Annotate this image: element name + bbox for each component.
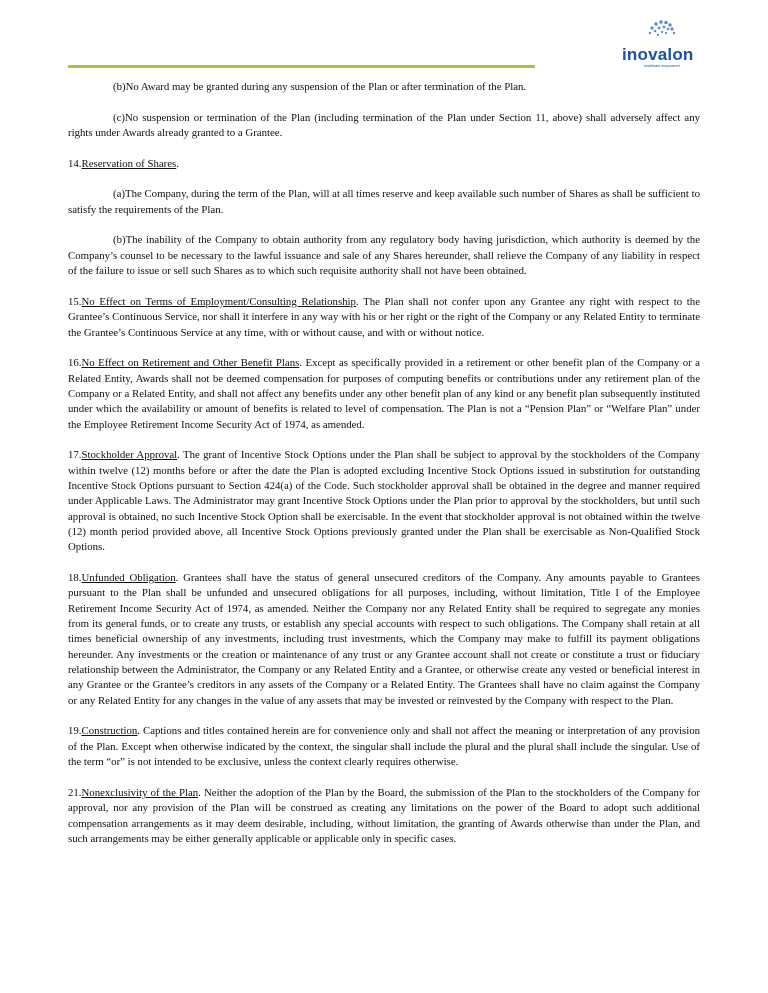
section-heading: No Effect on Retirement and Other Benefit Plans <box>81 357 300 370</box>
logo-wordmark: inovalon <box>622 45 694 64</box>
section-17: 17.Stockholder Approval. The grant of Incentive Stock Options under the Plan shall be subject to approval by the stockholders of the Company within twelve (12) months before or after the date the Plan is adopted excluding Incentive Stock Options issued in substitution for outstanding Incentive Stock Options pursuant to Section 424(a) of the Code. Such stockholder approval shall be obtained in the degree and manner required under Applicable Laws. The Administrator may grant Incentive Stock Options under the Plan prior to approval by the stockholders, but until such approval is obtained, no such Incentive Stock Option shall be exercisable. In the event that stockholder approval is not obtained within the twelve (12) month period provided above, all Incentive Stock Options previously granted under the Plan shall be exercisable as Non-Qualified Stock Options. <box>68 449 700 554</box>
section-number: 16. <box>68 357 82 370</box>
paragraph-13c: (c)No suspension or termination of the Plan (including termination of the Plan under Section 11, above) shall adversely affect any rights under Awards already granted to a Grantee. <box>68 111 700 140</box>
section-heading: No Effect on Terms of Employment/Consulting Relationship <box>81 295 356 308</box>
section-15: 15.No Effect on Terms of Employment/Consulting Relationship. The Plan shall not confer upon any Grantee any right with respect to the Grantee’s Continuous Service, nor shall it interfere in any way with his or her right or the right of the Company or any Related Entity to terminate the Grantee’s Continuous Service at any time, with or without cause, and with or without notice. <box>68 295 700 339</box>
section-18: 18.Unfunded Obligation. Grantees shall have the status of general unsecured creditors of the Company. Any amounts payable to Grantees pursuant to the Plan shall be unfunded and unsecured obligations for all purposes, including, without limitation, Title I of the Employee Retirement Income Security Act of 1974, as amended. Neither the Company nor any Related Entity shall be required to segregate any monies from its general funds, or to create any trusts, or establish any special accounts with respect to such obligations. The Company shall retain at all times beneficial ownership of any investments, including trust investments, which the Company may make to fulfill its payment obligations hereunder. Any investments or the creation or maintenance of any trust or any Grantee account shall not create or constitute a trust or fiduciary relationship between the Administrator, the Company or any Related Entity and a Grantee, or otherwise create any vested or beneficial interest in any Grantee or the Grantee’s creditors in any assets of the Company or a Related Entity. The Grantees shall have no claim against the Company or any Related Entity for any changes in the value of any assets that may be invested or reinvested by the Company with respect to the Plan. <box>68 572 700 707</box>
section-number: 18. <box>68 572 82 584</box>
section-19: 19.Construction. Captions and titles contained herein are for convenience only and shall not affect the meaning or interpretation of any provision of the Plan. Except when otherwise indicated by the context, the singular shall include the plural and the plural shall include the singular. Use of the term “or” is not intended to be exclusive, unless the context clearly requires otherwise. <box>68 725 700 769</box>
logo-swirl-icon <box>614 16 704 48</box>
section-heading: Construction <box>81 725 138 738</box>
section-number: 17. <box>68 449 82 462</box>
section-heading: Reservation of Shares <box>81 157 177 170</box>
section-14: 14.Reservation of Shares. <box>68 157 179 170</box>
header-rule <box>68 65 535 68</box>
section-number: 15. <box>68 295 82 308</box>
section-number: 19. <box>68 725 82 738</box>
section-heading: Nonexclusivity of the Plan <box>81 786 199 799</box>
section-heading: Unfunded Obligation <box>81 572 176 584</box>
section-number: 21. <box>68 786 82 799</box>
section-16: 16.No Effect on Retirement and Other Benefit Plans. Except as specifically provided in a retirement or other benefit plan of the Company or a Related Entity, Awards shall not be deemed compensation for purposes of computing benefits or contributions under any retirement plan of the Company or a Related Entity, and shall not affect any benefits under any other benefit plan of any kind or any benefit plan subsequently instituted under which the availability or amount of benefits is related to level of compensation. The Plan is not a “Pension Plan” or “Welfare Plan” under the Employee Retirement Income Security Act of 1974, as amended. <box>68 357 700 431</box>
section-number: 14. <box>68 157 82 170</box>
paragraph-14b: (b)The inability of the Company to obtain authority from any regulatory body having jurisdiction, which authority is deemed by the Company’s counsel to be necessary to the lawful issuance and sale of any Shares hereunder, shall relieve the Company of any liability in respect of the failure to issue or sell such Shares as to which such requisite authority shall not have been obtained. <box>68 234 700 278</box>
document-body <box>68 80 700 863</box>
section-21: 21.Nonexclusivity of the Plan. Neither the adoption of the Plan by the Board, the submission of the Plan to the stockholders of the Company for approval, nor any provision of the Plan will be construed as creating any limitations on the power of the Board to adopt such additional compensation arrangements as it may deem desirable, including, without limitation, the granting of Awards otherwise than under the Plan, and such arrangements may be either generally applicable or applicable only in specific cases. <box>68 786 700 845</box>
section-heading: Stockholder Approval <box>81 449 178 462</box>
paragraph-14a: (a)The Company, during the term of the Plan, will at all times reserve and keep available such number of Shares as shall be sufficient to satisfy the requirements of the Plan. <box>68 188 700 216</box>
inovalon-logo <box>614 16 704 72</box>
paragraph-13b: (b)No Award may be granted during any suspension of the Plan or after termination of the Plan. <box>113 81 527 93</box>
logo-tagline: healthcare empowered <box>644 64 680 68</box>
